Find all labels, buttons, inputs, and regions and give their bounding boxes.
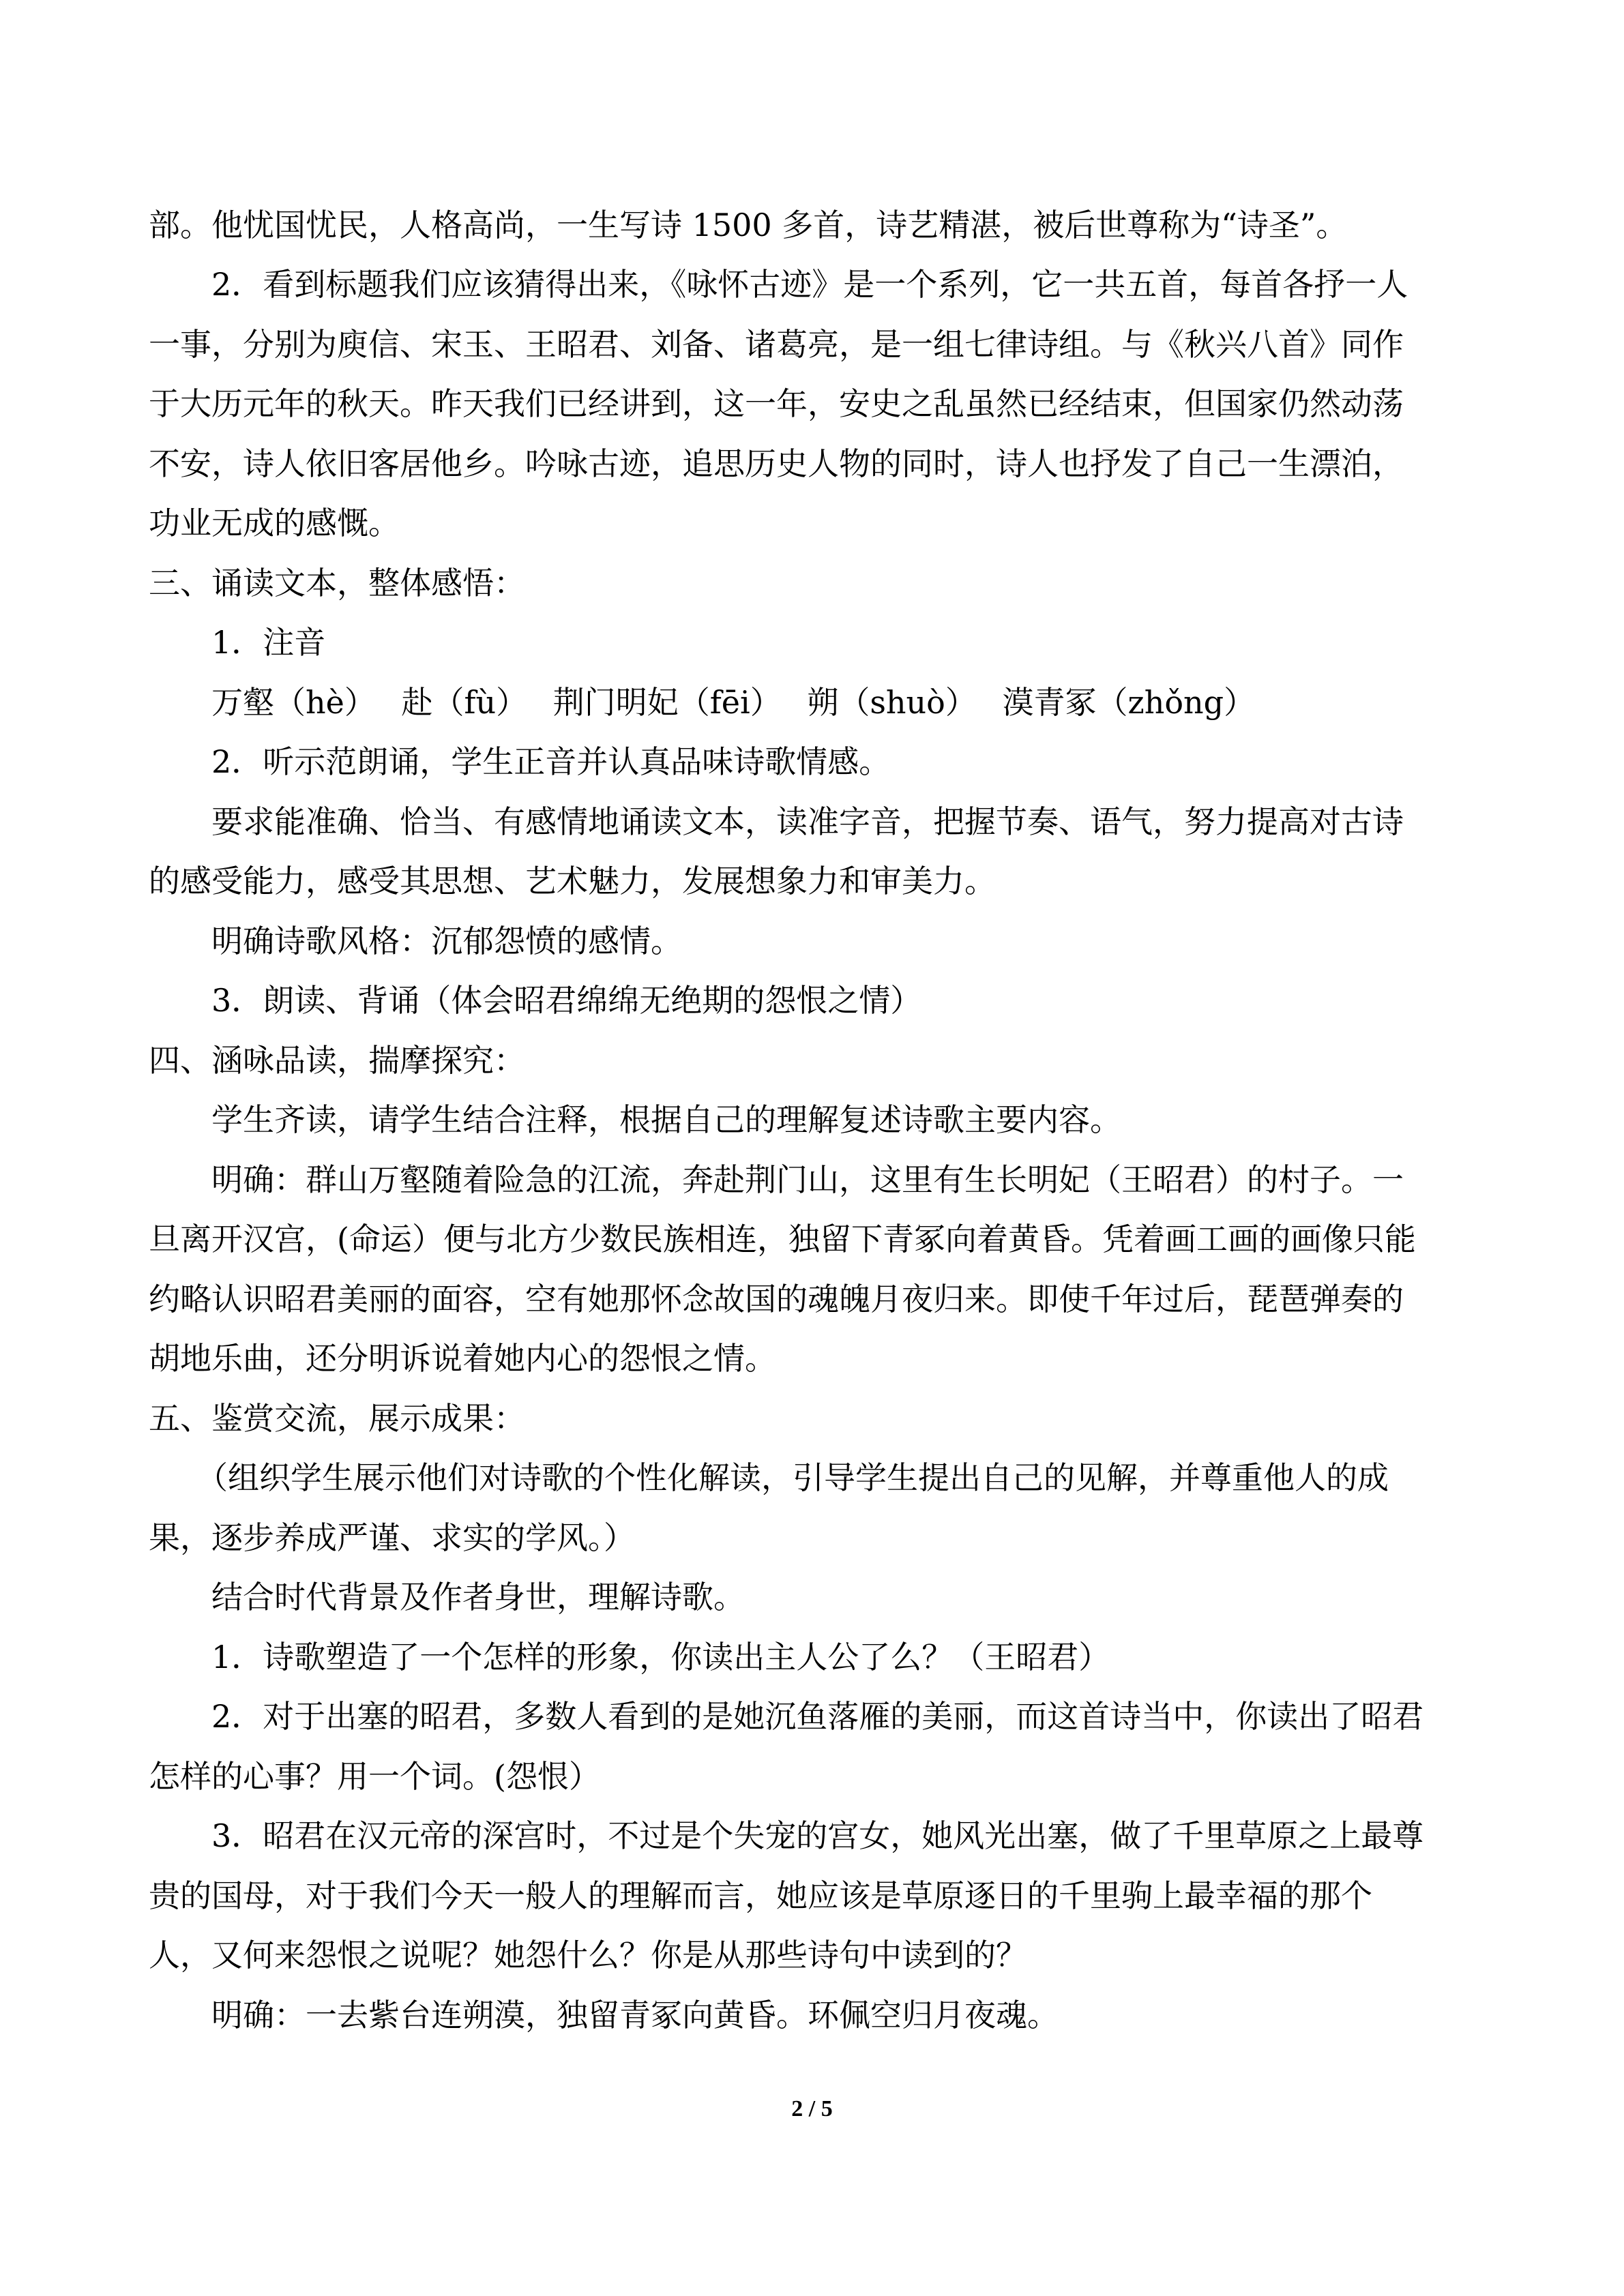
paragraph-line: 要求能准确、恰当、有感情地诵读文本，读准字音，把握节奏、语气，努力提高对古诗 <box>211 803 1404 840</box>
paragraph-line: 一事，分别为庾信、宋玉、王昭君、刘备、诸葛亮，是一组七律诗组。与《秋兴八首》同作 <box>149 326 1404 363</box>
paragraph-line: 旦离开汉宫，(命运）便与北方少数民族相连，独留下青冢向着黄昏。凭着画工画的画像只能 <box>149 1221 1416 1257</box>
section-heading: 三、诵读文本，整体感悟： <box>149 565 525 601</box>
paragraph-line: 于大历元年的秋天。昨天我们已经讲到，这一年，安史之乱虽然已经结束，但国家仍然动荡 <box>149 385 1404 422</box>
paragraph-line: 3．朗读、背诵（体会昭君绵绵无绝期的怨恨之情） <box>211 982 922 1019</box>
paragraph-line: 明确诗歌风格：沉郁怨愤的感情。 <box>211 923 682 959</box>
section-heading: 四、涵咏品读，揣摩探究： <box>149 1042 525 1079</box>
paragraph-line: 明确：群山万壑随着险急的江流，奔赴荆门山，这里有生长明妃（王昭君）的村子。一 <box>211 1161 1404 1198</box>
paragraph-line: 结合时代背景及作者身世，理解诗歌。 <box>211 1579 745 1615</box>
paragraph-line: 人，又何来怨恨之说呢？她怨什么？你是从那些诗句中读到的？ <box>149 1937 1027 1973</box>
paragraph-line: 学生齐读，请学生结合注释，根据自己的理解复述诗歌主要内容。 <box>211 1101 1121 1138</box>
paragraph-line: 怎样的心事？用一个词。(怨恨） <box>149 1758 600 1795</box>
paragraph-line: 明确：一去紫台连朔漠，独留青冢向黄昏。环佩空归月夜魂。 <box>211 1997 1059 2033</box>
paragraph-line: （组织学生展示他们对诗歌的个性化解读，引导学生提出自己的见解，并尊重他人的成 <box>196 1459 1389 1496</box>
paragraph-line: 的感受能力，感受其思想、艺术魅力，发展想象力和审美力。 <box>149 863 996 899</box>
paragraph-line: 1．诗歌塑造了一个怎样的形象，你读出主人公了么？（王昭君） <box>211 1639 1110 1675</box>
paragraph-line: 2．看到标题我们应该猜得出来，《咏怀古迹》是一个系列，它一共五首，每首各抒一人 <box>211 266 1408 303</box>
paragraph-line: 约略认识昭君美丽的面容，空有她那怀念故国的魂魄月夜归来。即使千年过后，琵琶弹奏的 <box>149 1281 1404 1317</box>
paragraph-line: 3．昭君在汉元帝的深宫时，不过是个失宠的宫女，她风光出塞，做了千里草原之上最尊 <box>211 1817 1424 1854</box>
paragraph-line: 2．听示范朗诵，学生正音并认真品味诗歌情感。 <box>211 743 891 780</box>
paragraph-line: 不安，诗人依旧客居他乡。吟咏古迹，追思历史人物的同时，诗人也抒发了自己一生漂泊， <box>149 445 1404 482</box>
paragraph-line: 果，逐步养成严谨、求实的学风。） <box>149 1519 635 1556</box>
page-number: 2 / 5 <box>791 2096 833 2121</box>
paragraph-line: 部。他忧国忧民，人格高尚，一生写诗 1500 多首，诗艺精湛，被后世尊称为“诗圣”。 <box>149 207 1348 243</box>
pronunciation-line: 万壑（hè） 赴（fù） 荆门明妃（fēi） 朔（shuò） 漠青冢（zhǒng） <box>211 684 1256 721</box>
paragraph-line: 胡地乐曲，还分明诉说着她内心的怨恨之情。 <box>149 1340 776 1377</box>
paragraph-line: 1．注音 <box>211 624 326 661</box>
paragraph-line: 贵的国母，对于我们今天一般人的理解而言，她应该是草原逐日的千里驹上最幸福的那个 <box>149 1877 1372 1914</box>
paragraph-line: 2．对于出塞的昭君，多数人看到的是她沉鱼落雁的美丽，而这首诗当中，你读出了昭君 <box>211 1698 1424 1735</box>
paragraph-line: 功业无成的感慨。 <box>149 505 400 541</box>
section-heading: 五、鉴赏交流，展示成果： <box>149 1400 525 1437</box>
